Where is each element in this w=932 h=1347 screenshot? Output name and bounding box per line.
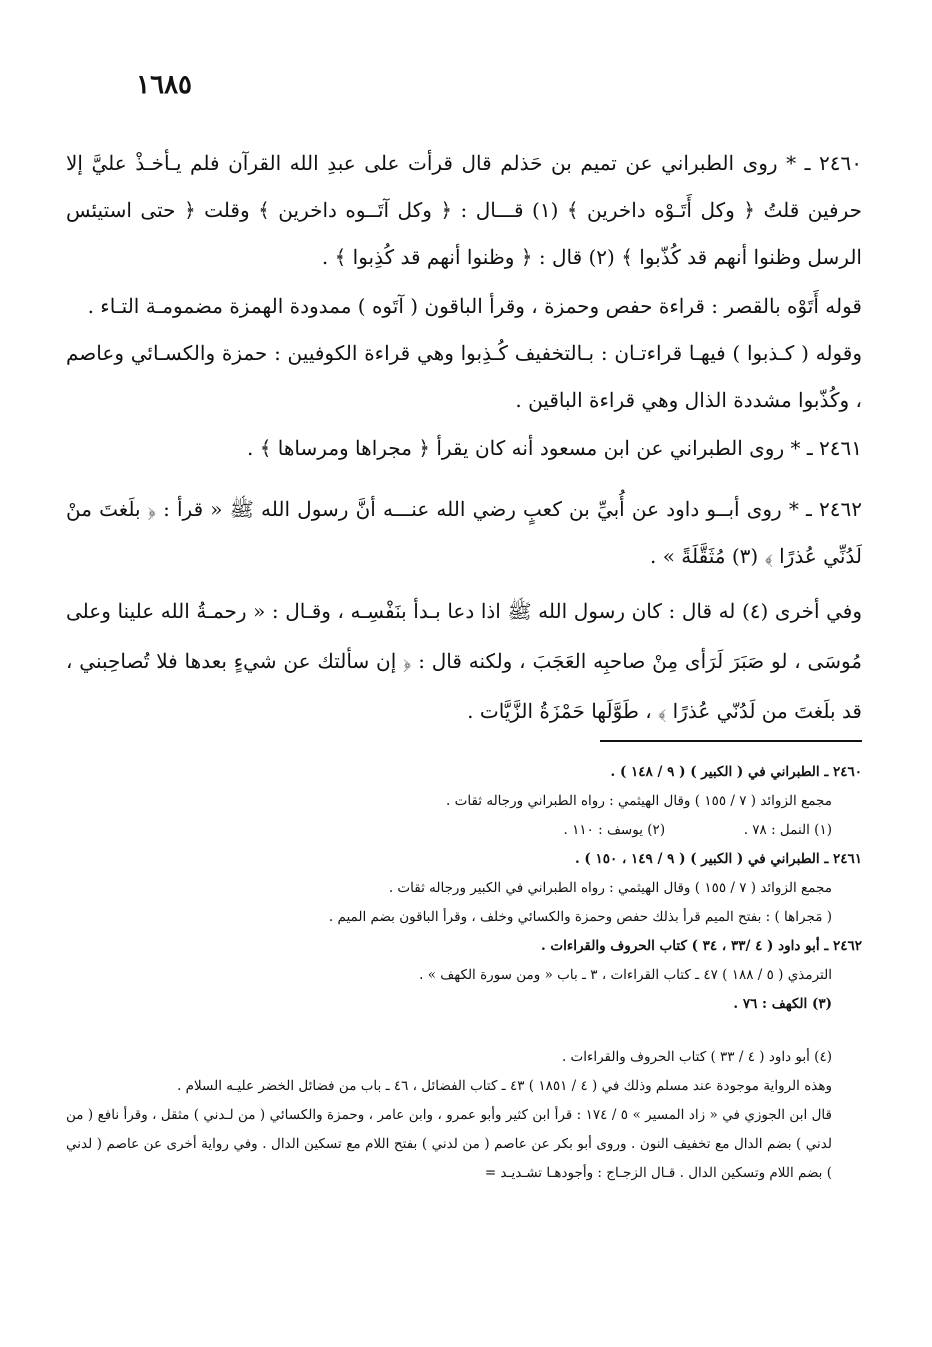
footnote-4-section <box>66 1043 862 1188</box>
footnote-2462-tirmidhi: الترمذي ( ٥ / ١٨٨ ) ٤٧ ـ كتاب القراءات ، ٣ ـ باب « ومن سورة الكهف » . <box>419 967 832 983</box>
footnote-2460-source: ٢٤٦٠ ـ الطبراني في ( الكبير ) ( ٩ / ١٤٨ ) . <box>610 764 862 780</box>
footnote-ref-kahf: (٣) الكهف : ٧٦ . <box>733 996 832 1012</box>
commentary-2460 <box>66 283 862 424</box>
other-narration <box>66 586 862 736</box>
hadith-2462-text: ٢٤٦٢ ـ * روى أبــو داود عن أُبيِّ بن كعبٍ رضي الله عنـــه أنَّ رسول الله ﷺ « قرأ : ﴿ بلَغتَ منْ لَدُنِّي عُذرًا ﴾ (٣) مُثَقَّلَةً » . <box>66 497 862 568</box>
footnote-4-source: (٤) أبو داود ( ٤ / ٣٣ ) كتاب الحروف والقراءات . <box>561 1049 832 1065</box>
footnote-2461-majraha: ( مَجراها ) : بفتح الميم قرأ بذلك حفص وحمزة والكسائي وخلف ، وقرأ الباقون بضم الميم . <box>328 909 832 925</box>
hadith-2461-text: ٢٤٦١ ـ * روى الطبراني عن ابن مسعود أنه كان يقرأ ﴿ مجراها ومرساها ﴾ . <box>247 436 862 460</box>
other-narration-text: وفي أخرى (٤) له قال : كان رسول الله ﷺ اذا دعا بـدأ بنَفْسِـه ، وقـال : « رحمـةُ الله علينا وعلى مُوسَى ، لو صَبَرَ لَرَأى مِنْ صاحبِه العَجَبَ ، ولكنه قال : ﴿ إن سألتك عن شيءٍ بعدها فلا تُصاحِبني ، قد بلَغتَ من لَدُنّي عُذرًا ﴾ ، طَوَّلَها حَمْزَةُ الزَّيَّات . <box>66 599 863 723</box>
footnote-ref-yusuf: (٢) يوسف : ١١٠ . <box>563 822 666 838</box>
commentary-atawh: قوله أَتَوْه بالقصر : قراءة حفص وحمزة ، وقرأ الباقون ( آتَوه ) ممدودة الهمزة مضمومـة التـاء . <box>87 294 862 318</box>
footnote-divider <box>600 740 862 742</box>
footnote-2461-majma: مجمع الزوائد ( ٧ / ١٥٥ ) وقال الهيثمي : رواه الطبراني في الكبير ورجاله ثقات . <box>388 880 832 896</box>
footnote-2461-source: ٢٤٦١ ـ الطبراني في ( الكبير ) ( ٩ / ١٤٩ ، ١٥٠ ) . <box>575 851 862 867</box>
commentary-kudhibu: وقوله ( كـذبوا ) فيهـا قراءتـان : بـالتخفيف كُـذِبوا وهي قراءة الكوفيين : حمزة والكسـائي وعاصم ، وكُذّبوا مشددة الذال وهي قراءة الباقين . <box>66 341 862 412</box>
hadith-2460 <box>66 140 862 281</box>
footnote-2460-majma: مجمع الزوائد ( ٧ / ١٥٥ ) وقال الهيثمي : رواه الطبراني ورجاله ثقات . <box>446 793 832 809</box>
hadith-2462 <box>66 486 862 580</box>
footnotes-section <box>66 758 862 1019</box>
page-number: ١٦٨٥ <box>136 70 192 100</box>
footnote-ref-naml: (١) النمل : ٧٨ . <box>743 822 832 838</box>
footnote-4-zad: قال ابن الجوزي في « زاد المسير » ٥ / ١٧٤ : قرأ ابن كثير وأبو عمرو ، وابن عامر ، وحمزة والكسائي ( من لـدني ) مثقل ، وقرأ نافع ( من لدني ) بضم الدال مع تخفيف النون . وروى أبو بكر عن عاصم ( من لدني ) بفتح اللام مع تسكين الدال . وفي رواية أخرى عن عاصم ( لدني ) بضم اللام وتسكين الدال . قـال الزجـاج : وأجودهـا تشـديـد = <box>66 1107 832 1181</box>
footnote-2462-source: ٢٤٦٢ ـ أبو داود ( ٤ /٣٣ ، ٣٤ ) كتاب الحروف والقراءات . <box>540 938 862 954</box>
footnote-2460-refs <box>66 816 862 845</box>
footnote-4-muslim: وهذه الرواية موجودة عند مسلم وذلك في ( ٤ / ١٨٥١ ) ٤٣ ـ كتاب الفضائل ، ٤٦ ـ باب من فضائل الخضر عليـه السلام . <box>177 1078 832 1094</box>
hadith-2461 <box>66 425 862 472</box>
hadith-2460-text: ٢٤٦٠ ـ * روى الطبراني عن تميم بن حَذلم قال قرأت على عبدِ الله القرآن فلم يـأخـذْ عليَّ إلا حرفين قلتُ ﴿ وكل أَتَـوْه داخرين ﴾ (١) قـــال : ﴿ وكل آتَــوه داخرين ﴾ وقلت ﴿ حتى استيئس الرسل وظنوا أنهم قد كُذّبوا ﴾ (٢) قال : ﴿ وظنوا أنهم قد كُذِبوا ﴾ . <box>66 151 862 269</box>
